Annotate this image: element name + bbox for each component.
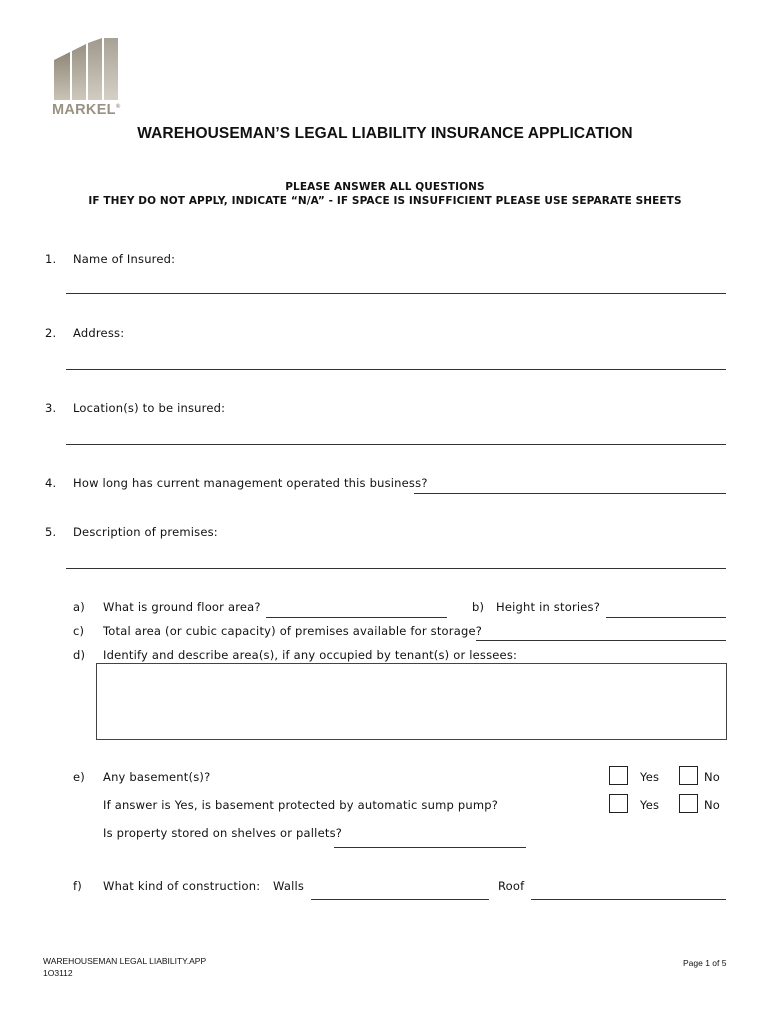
q4-label: How long has current management operated this business? bbox=[73, 476, 428, 490]
insured-name-field[interactable] bbox=[66, 293, 726, 294]
walls-field[interactable] bbox=[311, 899, 489, 900]
construction-question-label: What kind of construction: bbox=[103, 879, 261, 893]
sump-pump-no-label: No bbox=[704, 798, 721, 812]
instruction-line-2: IF THEY DO NOT APPLY, INDICATE “N/A” - IF SPACE IS INSUFFICIENT PLEASE USE SEPARATE SHEETS bbox=[88, 195, 682, 207]
basement-yes-checkbox[interactable] bbox=[609, 766, 628, 785]
sump-pump-yes-label: Yes bbox=[640, 798, 660, 812]
sub-a-label: What is ground floor area? bbox=[103, 600, 261, 614]
height-stories-field[interactable] bbox=[606, 617, 726, 618]
walls-label: Walls bbox=[273, 879, 305, 893]
sump-pump-question-label: If answer is Yes, is basement protected by automatic sump pump? bbox=[103, 798, 499, 812]
q1-number: 1. bbox=[45, 252, 57, 266]
storage-area-field[interactable] bbox=[476, 640, 726, 641]
q5-number: 5. bbox=[45, 525, 57, 539]
management-duration-field[interactable] bbox=[414, 493, 726, 494]
shelves-pallets-field[interactable] bbox=[334, 847, 526, 848]
locations-field[interactable] bbox=[66, 444, 726, 445]
ground-floor-area-field[interactable] bbox=[266, 617, 447, 618]
roof-field[interactable] bbox=[531, 899, 726, 900]
page-title: WAREHOUSEMAN’S LEGAL LIABILITY INSURANCE APPLICATION bbox=[137, 125, 633, 142]
sub-c-letter: c) bbox=[73, 624, 85, 638]
q5-label: Description of premises: bbox=[73, 525, 218, 539]
sump-pump-no-checkbox[interactable] bbox=[679, 794, 698, 813]
sub-f-letter: f) bbox=[73, 879, 82, 893]
basement-yes-label: Yes bbox=[640, 770, 660, 784]
footer-page-number: Page 1 of 5 bbox=[683, 958, 727, 968]
tenant-description-box[interactable] bbox=[96, 663, 727, 740]
basement-no-checkbox[interactable] bbox=[679, 766, 698, 785]
sump-pump-yes-checkbox[interactable] bbox=[609, 794, 628, 813]
footer-document-name: WAREHOUSEMAN LEGAL LIABILITY.APP bbox=[43, 956, 207, 966]
basement-question-label: Any basement(s)? bbox=[103, 770, 211, 784]
premises-description-field[interactable] bbox=[66, 568, 726, 569]
instruction-line-1: PLEASE ANSWER ALL QUESTIONS bbox=[285, 181, 485, 193]
q3-number: 3. bbox=[45, 401, 57, 415]
basement-no-label: No bbox=[704, 770, 721, 784]
address-field[interactable] bbox=[66, 369, 726, 370]
footer-form-code: 1O3112 bbox=[43, 968, 73, 978]
sub-d-letter: d) bbox=[73, 648, 86, 662]
q4-number: 4. bbox=[45, 476, 57, 490]
sub-d-label: Identify and describe area(s), if any occupied by tenant(s) or lessees: bbox=[103, 648, 518, 662]
q3-label: Location(s) to be insured: bbox=[73, 401, 226, 415]
sub-b-label: Height in stories? bbox=[496, 600, 601, 614]
sub-c-label: Total area (or cubic capacity) of premises available for storage? bbox=[103, 624, 483, 638]
q2-label: Address: bbox=[73, 326, 125, 340]
q1-label: Name of Insured: bbox=[73, 252, 176, 266]
logo-mark-icon bbox=[52, 38, 122, 100]
logo-registered-mark: ® bbox=[115, 104, 121, 111]
logo-text: MARKEL bbox=[52, 102, 116, 118]
sub-b-letter: b) bbox=[472, 600, 485, 614]
shelves-question-label: Is property stored on shelves or pallets? bbox=[103, 826, 343, 840]
sub-a-letter: a) bbox=[73, 600, 85, 614]
sub-e-letter: e) bbox=[73, 770, 85, 784]
markel-logo bbox=[52, 38, 122, 118]
q2-number: 2. bbox=[45, 326, 57, 340]
roof-label: Roof bbox=[498, 879, 525, 893]
